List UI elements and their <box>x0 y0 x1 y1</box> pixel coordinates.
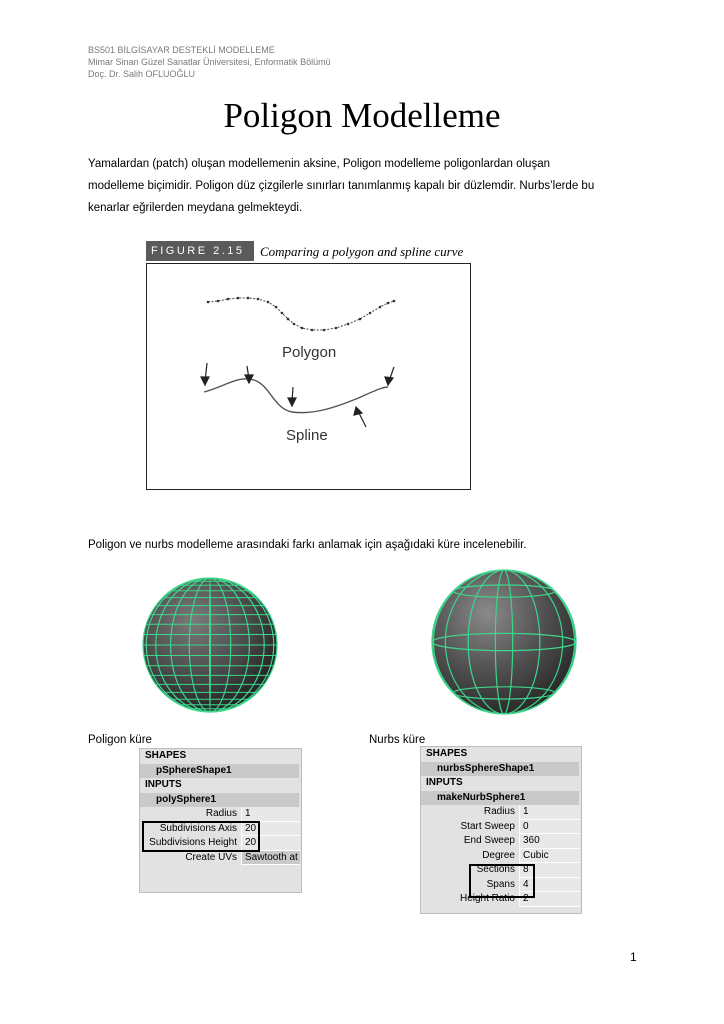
attr-radius <box>140 807 301 822</box>
polygon-vertex <box>217 300 220 303</box>
shape-node[interactable]: nurbsSphereShape1 <box>421 762 579 777</box>
sections-spans-highlight-box <box>469 864 535 898</box>
attr-label: Radius <box>205 808 237 819</box>
attr-value[interactable]: Cubic <box>519 849 580 864</box>
polygon-vertex <box>267 301 270 304</box>
nurbs-sphere-caption: Nurbs küre <box>369 734 426 746</box>
spline-label: Spline <box>286 427 328 444</box>
attr-value[interactable]: 20 <box>241 836 300 851</box>
polygon-vertex <box>237 297 240 300</box>
figure-caption: Comparing a polygon and spline curve <box>260 244 464 259</box>
inputs-header: INPUTS <box>145 779 182 790</box>
attr-label: Subdivisions Axis <box>159 822 237 834</box>
attr-value[interactable]: Sawtooth at <box>241 851 300 866</box>
polygon-vertex <box>293 323 296 326</box>
nurbs-sphere <box>432 570 576 714</box>
figure-polygon-vs-spline <box>146 237 472 491</box>
polygon-vertex <box>379 306 382 309</box>
polygon-sphere-caption: Poligon küre <box>88 734 152 746</box>
polygon-vertex <box>369 312 372 315</box>
attr-create-uvs <box>140 851 301 866</box>
header-course: BS501 BİLGİSAYAR DESTEKLİ MODELLEME <box>88 45 275 55</box>
polygon-vertex <box>311 329 314 332</box>
arrowhead-1 <box>201 377 209 385</box>
polygon-curve <box>208 298 394 330</box>
polygon-vertex <box>257 298 260 301</box>
polygon-vertex <box>281 312 284 315</box>
header-university: Mimar Sinan Güzel Sanatlar Üniversitesi, Enformatik Bölümü <box>88 57 331 67</box>
nurbs-channel-box <box>420 746 582 914</box>
attr-value[interactable]: 8 <box>519 863 580 878</box>
attr-label: End Sweep <box>463 835 515 846</box>
arrowhead-4 <box>354 407 362 415</box>
attr-value[interactable]: 1 <box>241 807 300 822</box>
polygon-label: Polygon <box>282 344 337 361</box>
document-header <box>88 44 331 80</box>
polygon-vertex <box>359 318 362 321</box>
polygon-vertices <box>207 297 396 332</box>
attr-value[interactable]: 2 <box>519 892 580 907</box>
attr-label: Subdivisions Height <box>149 837 237 848</box>
attr-label: Height Ratio <box>459 893 515 904</box>
compare-paragraph: Poligon ve nurbs modelleme arasındaki farkı anlamak için aşağıdaki küre incelenebilir. <box>88 539 527 551</box>
polygon-sphere-wireframe <box>143 578 277 712</box>
longitude-line <box>210 578 211 712</box>
figure-label: FIGURE 2.15 <box>146 241 254 261</box>
attr-label: Sections <box>476 864 515 875</box>
input-node[interactable]: makeNurbSphere1 <box>421 791 579 806</box>
attr-end-sweep <box>421 834 581 849</box>
attr-label: Spans <box>486 878 515 890</box>
shape-node[interactable]: pSphereShape1 <box>140 764 299 779</box>
polygon-vertex <box>387 302 390 305</box>
page-number: 1 <box>630 950 637 964</box>
attr-value[interactable]: 360 <box>519 834 580 849</box>
polygon-vertex <box>287 318 290 321</box>
attr-degree <box>421 849 581 864</box>
intro-line-2: modelleme biçimidir. Poligon düz çizgilerle sınırları tanımlanmış kapalı bir düzlemdir. Nurbs’lerde bu <box>88 180 595 192</box>
intro-line-1: Yamalardan (patch) oluşan modellemenin aksine, Poligon modelleme poligonlardan oluşan <box>88 158 550 170</box>
intro-line-3: kenarlar eğrilerden meydana gelmekteydi. <box>88 202 303 214</box>
page-title: Poligon Modelleme <box>223 96 501 135</box>
polygon-sphere <box>143 578 277 712</box>
polygon-vertex <box>227 298 230 301</box>
attr-value[interactable]: 1 <box>519 805 580 820</box>
attr-value[interactable]: 20 <box>241 822 300 837</box>
spline-curve <box>204 379 388 413</box>
polygon-vertex <box>323 329 326 332</box>
polygon-vertex <box>275 306 278 309</box>
polygon-vertex <box>347 323 350 326</box>
polygon-vertex <box>207 301 210 304</box>
polygon-channel-box <box>139 748 302 893</box>
polygon-vertex <box>335 327 338 330</box>
attr-label: Degree <box>482 849 515 861</box>
attr-radius <box>421 805 581 820</box>
polygon-vertex <box>393 300 396 303</box>
inputs-header: INPUTS <box>426 777 463 788</box>
header-author: Doç. Dr. Salih OFLUOĞLU <box>88 69 196 79</box>
arrowhead-5 <box>385 377 393 385</box>
arrowhead-3 <box>288 398 296 406</box>
attr-value[interactable]: 4 <box>519 878 580 893</box>
intro-paragraph <box>88 153 648 219</box>
attr-label: Radius <box>483 806 515 817</box>
shapes-header: SHAPES <box>145 750 187 761</box>
input-node[interactable]: polySphere1 <box>140 793 299 808</box>
sphere-illustrations <box>0 565 724 730</box>
polygon-vertex <box>301 327 304 330</box>
attr-label: Create UVs <box>185 851 237 863</box>
polygon-vertex <box>247 297 250 300</box>
attr-start-sweep <box>421 820 581 835</box>
attr-label: Start Sweep <box>460 820 515 832</box>
attr-value[interactable]: 0 <box>519 820 580 835</box>
figure-drawing <box>146 237 472 491</box>
shapes-header: SHAPES <box>426 748 468 759</box>
subdivisions-highlight-box <box>142 821 260 852</box>
